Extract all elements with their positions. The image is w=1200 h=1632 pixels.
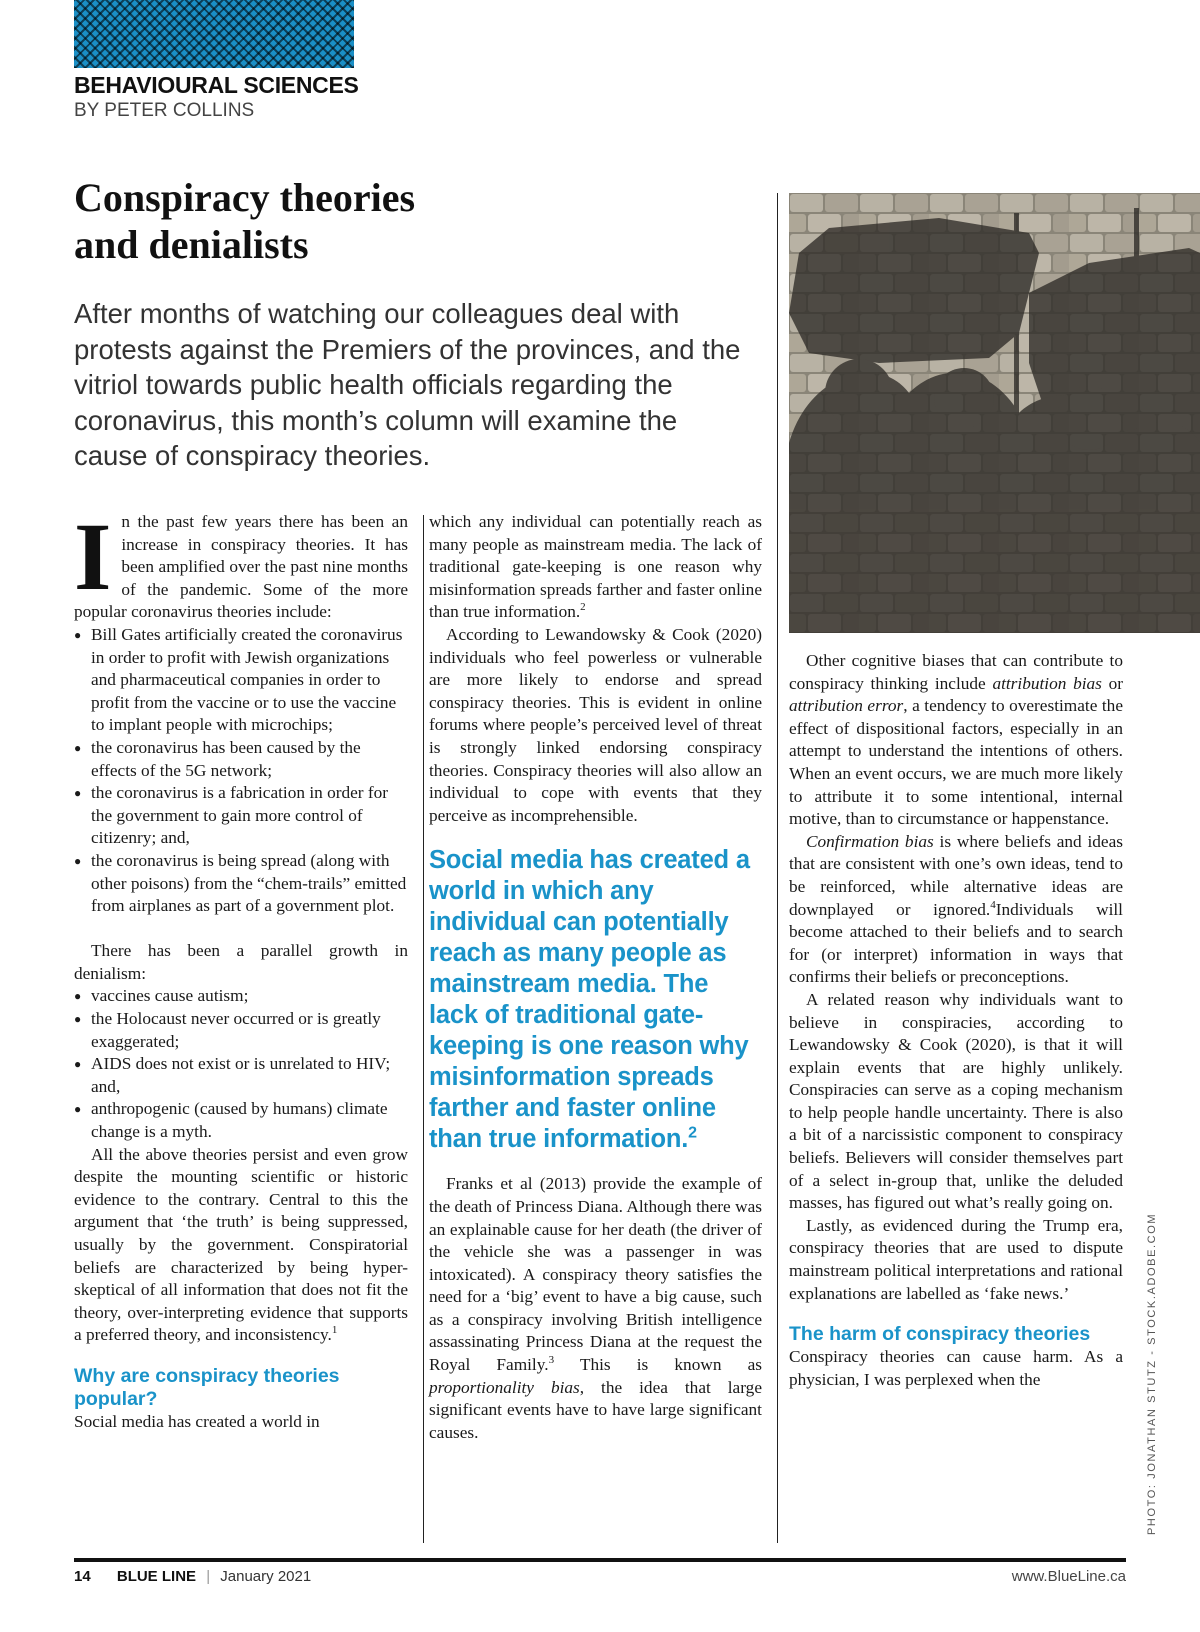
persist-text: All the above theories persist and even grow despite the mounting scientific or historic evidence to the contrary. Central to this the argument that ‘the truth’ is being suppressed, usually by the government. Conspiratorial beliefs are characterized by being hyper-skeptical of all information that does not fit the theory, over-interpreting evidence that supports a preferred theory, and inconsistency. [74, 1144, 408, 1345]
byline: BY PETER COLLINS [74, 100, 255, 121]
continuation-paragraph [429, 511, 762, 624]
pull-quote [429, 845, 762, 1155]
magazine-name: BLUE LINE [116, 1568, 197, 1585]
pull-quote-ref: 2 [688, 1124, 697, 1142]
continuation-text: which any individual can potentially reach as many people as mainstream media. The lack of traditional gate-keeping is one reason why misinformation spreads farther and faster online than true information. [429, 512, 762, 622]
biases-paragraph [789, 650, 1123, 831]
title-line-2: and denialists [74, 222, 309, 267]
intro-text: n the past few years there has been an increase in conspiracy theories. It has been amplified over the past nine months of the pandemic. Some of the more popular coronavirus theories include: [74, 512, 408, 622]
social-paragraph: Social media has created a world in [74, 1411, 320, 1431]
column-1 [74, 503, 408, 1434]
footnote-ref-1: 1 [331, 1324, 338, 1337]
article-title [74, 174, 714, 268]
trump-paragraph: Lastly, as evidenced during the Trump era, conspiracy theories that are used to dispute mainstream political interpretations and rational explanations are labelled as ‘fake news.’ [789, 1215, 1123, 1303]
biases-text-or: or [1101, 673, 1123, 693]
subhead-harm: The harm of conspiracy theories [789, 1323, 1091, 1346]
term-attribution-error: attribution error [789, 696, 904, 716]
pull-quote-text: Social media has created a world in which any individual can potentially reach as many people as mainstream media. The lack of traditional gate-keeping is one reason why misinformation spreads farther and faster online than true information. [429, 846, 750, 1154]
header-pattern [74, 0, 354, 68]
column-2 [429, 511, 762, 1444]
drop-cap: I [74, 503, 112, 610]
list-item: ● Bill Gates artificially created the coronavirus in order to profit with Jewish organizations and pharmaceutical companies in order to profit from the vaccine or to use the vaccine to implant people with microchips; [74, 624, 408, 737]
issue-date: January 2021 [220, 1568, 312, 1585]
theories-list [74, 624, 408, 918]
column-3 [789, 650, 1123, 1391]
biases-text-2: , a tendency to overestimate the effect of dispositional factors, especially in an attempt to understand the intentions of others. When an event occurs, we are much more likely to attribute it to some intentional, internal motive, than to circumstance or happenstance. [789, 696, 1123, 829]
intro-paragraph [74, 503, 408, 624]
spacer [74, 918, 408, 941]
page-number: 14 [74, 1568, 91, 1585]
list-item: ● the coronavirus has been caused by the effects of the 5G network; [74, 737, 408, 782]
list-item: ● AIDS does not exist or is unrelated to HIV; and, [74, 1053, 408, 1098]
column-divider-2 [777, 193, 778, 1543]
photo-credit: PHOTO: JONATHAN STUTZ - STOCK.ADOBE.COM [1146, 1212, 1158, 1535]
term-attribution-bias: attribution bias [992, 673, 1102, 693]
denialism-intro: There has been a parallel growth in denialism: [74, 941, 408, 983]
biases-text-1: Other cognitive biases that can contribute to conspiracy thinking include [789, 651, 1123, 693]
footnote-ref-2: 2 [580, 601, 586, 614]
list-item: ● the coronavirus is a fabrication in order for the government to gain more control of citizenry; and, [74, 782, 408, 850]
franks-text-1: Franks et al (2013) provide the example of the death of Princess Diana. Although there was an explainable cause for her death (the driver of the vehicle she was a passenger in was intoxicated). A conspiracy theory satisfies the need for a ‘big’ event to have a big cause, such as a conspiracy involving British intelligence assassinating Princess Diana at the request the Royal Family. [429, 1174, 762, 1375]
footnote-ref-3: 3 [548, 1354, 555, 1367]
confirmation-text-2: Individuals will become attached to their beliefs and to search for (or interpret) information in ways that confirms their beliefs or preconceptions. [789, 899, 1123, 987]
subhead-why-popular: Why are conspiracy theories popular? [74, 1364, 340, 1410]
page-footer [74, 1568, 1126, 1592]
denialism-list [74, 985, 408, 1143]
footer-separator: | [206, 1568, 211, 1585]
footnote-ref-4: 4 [990, 898, 996, 911]
term-proportionality-bias: proportionality bias [429, 1377, 580, 1397]
list-item: ● the coronavirus is being spread (along with other poisons) from the “chem-trails” emitted from airplanes as part of a government plot. [74, 850, 408, 918]
franks-text-2: This is known as [554, 1355, 762, 1375]
title-line-1: Conspiracy theories [74, 175, 416, 220]
list-item: ● anthropogenic (caused by humans) climate change is a myth. [74, 1098, 408, 1143]
lewandowsky-paragraph: According to Lewandowsky & Cook (2020) individuals who feel powerless or vulnerable are more likely to endorse and spread conspiracy theories. This is evident in online forums where people’s perceived level of threat is strongly linked endorsing conspiracy theories. Conspiracy theories will also allow an individual to cope with events that they perceive as incomprehensible. [429, 624, 762, 825]
section-label: BEHAVIOURAL SCIENCES [74, 72, 359, 98]
article-photo [789, 193, 1200, 633]
confirmation-paragraph [789, 831, 1123, 989]
confirmation-text-1: is where beliefs and ideas that are consistent with one’s own ideas, tend to be reinforced, while alternative ideas are downplayed or ignored. [789, 831, 1123, 919]
persist-paragraph [74, 1144, 408, 1347]
column-divider-1 [423, 515, 424, 1543]
franks-paragraph [429, 1173, 762, 1444]
list-item: ● vaccines cause autism; [74, 985, 408, 1008]
franks-text-3: , the idea that large significant events have to have large significant causes. [429, 1377, 762, 1442]
term-confirmation-bias: Confirmation bias [806, 831, 934, 851]
harm-paragraph: Conspiracy theories can cause harm. As a physician, I was perplexed when the [789, 1347, 1123, 1389]
footer-rule [74, 1558, 1126, 1562]
related-reason-paragraph: A related reason why individuals want to believe in conspiracies, according to Lewandowsky & Cook (2020), is that it will explain events that are highly unlikely. Conspiracies can serve as a coping mechanism to help people handle uncertainty. There is also a bit of a narcissistic component to conspiracy beliefs. Believers will consider themselves part of a select in-group that, unlike the deluded masses, has figured out what’s really going on. [789, 989, 1123, 1213]
list-item: ● the Holocaust never occurred or is greatly exaggerated; [74, 1008, 408, 1053]
article-deck: After months of watching our colleagues deal with protests against the Premiers of the provinces, and the vitriol towards public health officials regarding the coronavirus, this month’s column will examine the cause of conspiracy theories. [74, 298, 741, 471]
website-link[interactable]: www.BlueLine.ca [1011, 1568, 1126, 1585]
